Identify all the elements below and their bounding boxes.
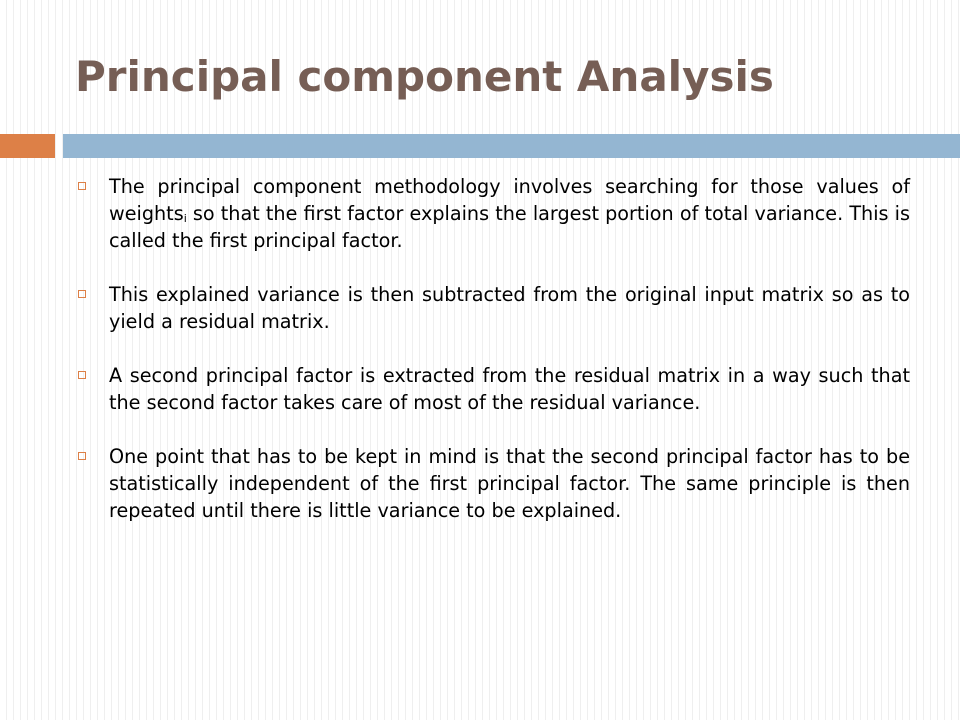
bullet-text-4: One point that has to be kept in mind is that the second principal factor has to be statistically independent of the first principal factor. The same principle is then repeated until there is little variance to be explained. <box>109 445 910 522</box>
slide-title: Principal component Analysis <box>75 52 774 101</box>
bullet-item-1 <box>76 173 910 254</box>
bullet-item-3 <box>76 362 910 416</box>
bullet-text-1-part-2: so that the first factor explains the largest portion of total variance. This is called the first principal factor. <box>109 202 910 252</box>
accent-bar <box>0 134 55 158</box>
weights-subscript: i <box>183 212 187 225</box>
bullet-item-4 <box>76 443 910 524</box>
bullet-text-2: This explained variance is then subtracted from the original input matrix so as to yield a residual matrix. <box>109 283 910 333</box>
title-underline-bar <box>63 134 960 158</box>
hollow-square-icon <box>78 290 86 298</box>
hollow-square-icon <box>78 182 86 190</box>
bullet-text-3: A second principal factor is extracted from the residual matrix in a way such that the second factor takes care of most of the residual variance. <box>109 364 910 414</box>
bullet-text-1 <box>109 175 910 252</box>
hollow-square-icon <box>78 452 86 460</box>
hollow-square-icon <box>78 371 86 379</box>
bullet-list <box>76 173 910 551</box>
bullet-item-2 <box>76 281 910 335</box>
bullet-text-1-part-1: The principal component methodology involves searching for those values of weights <box>109 175 910 225</box>
